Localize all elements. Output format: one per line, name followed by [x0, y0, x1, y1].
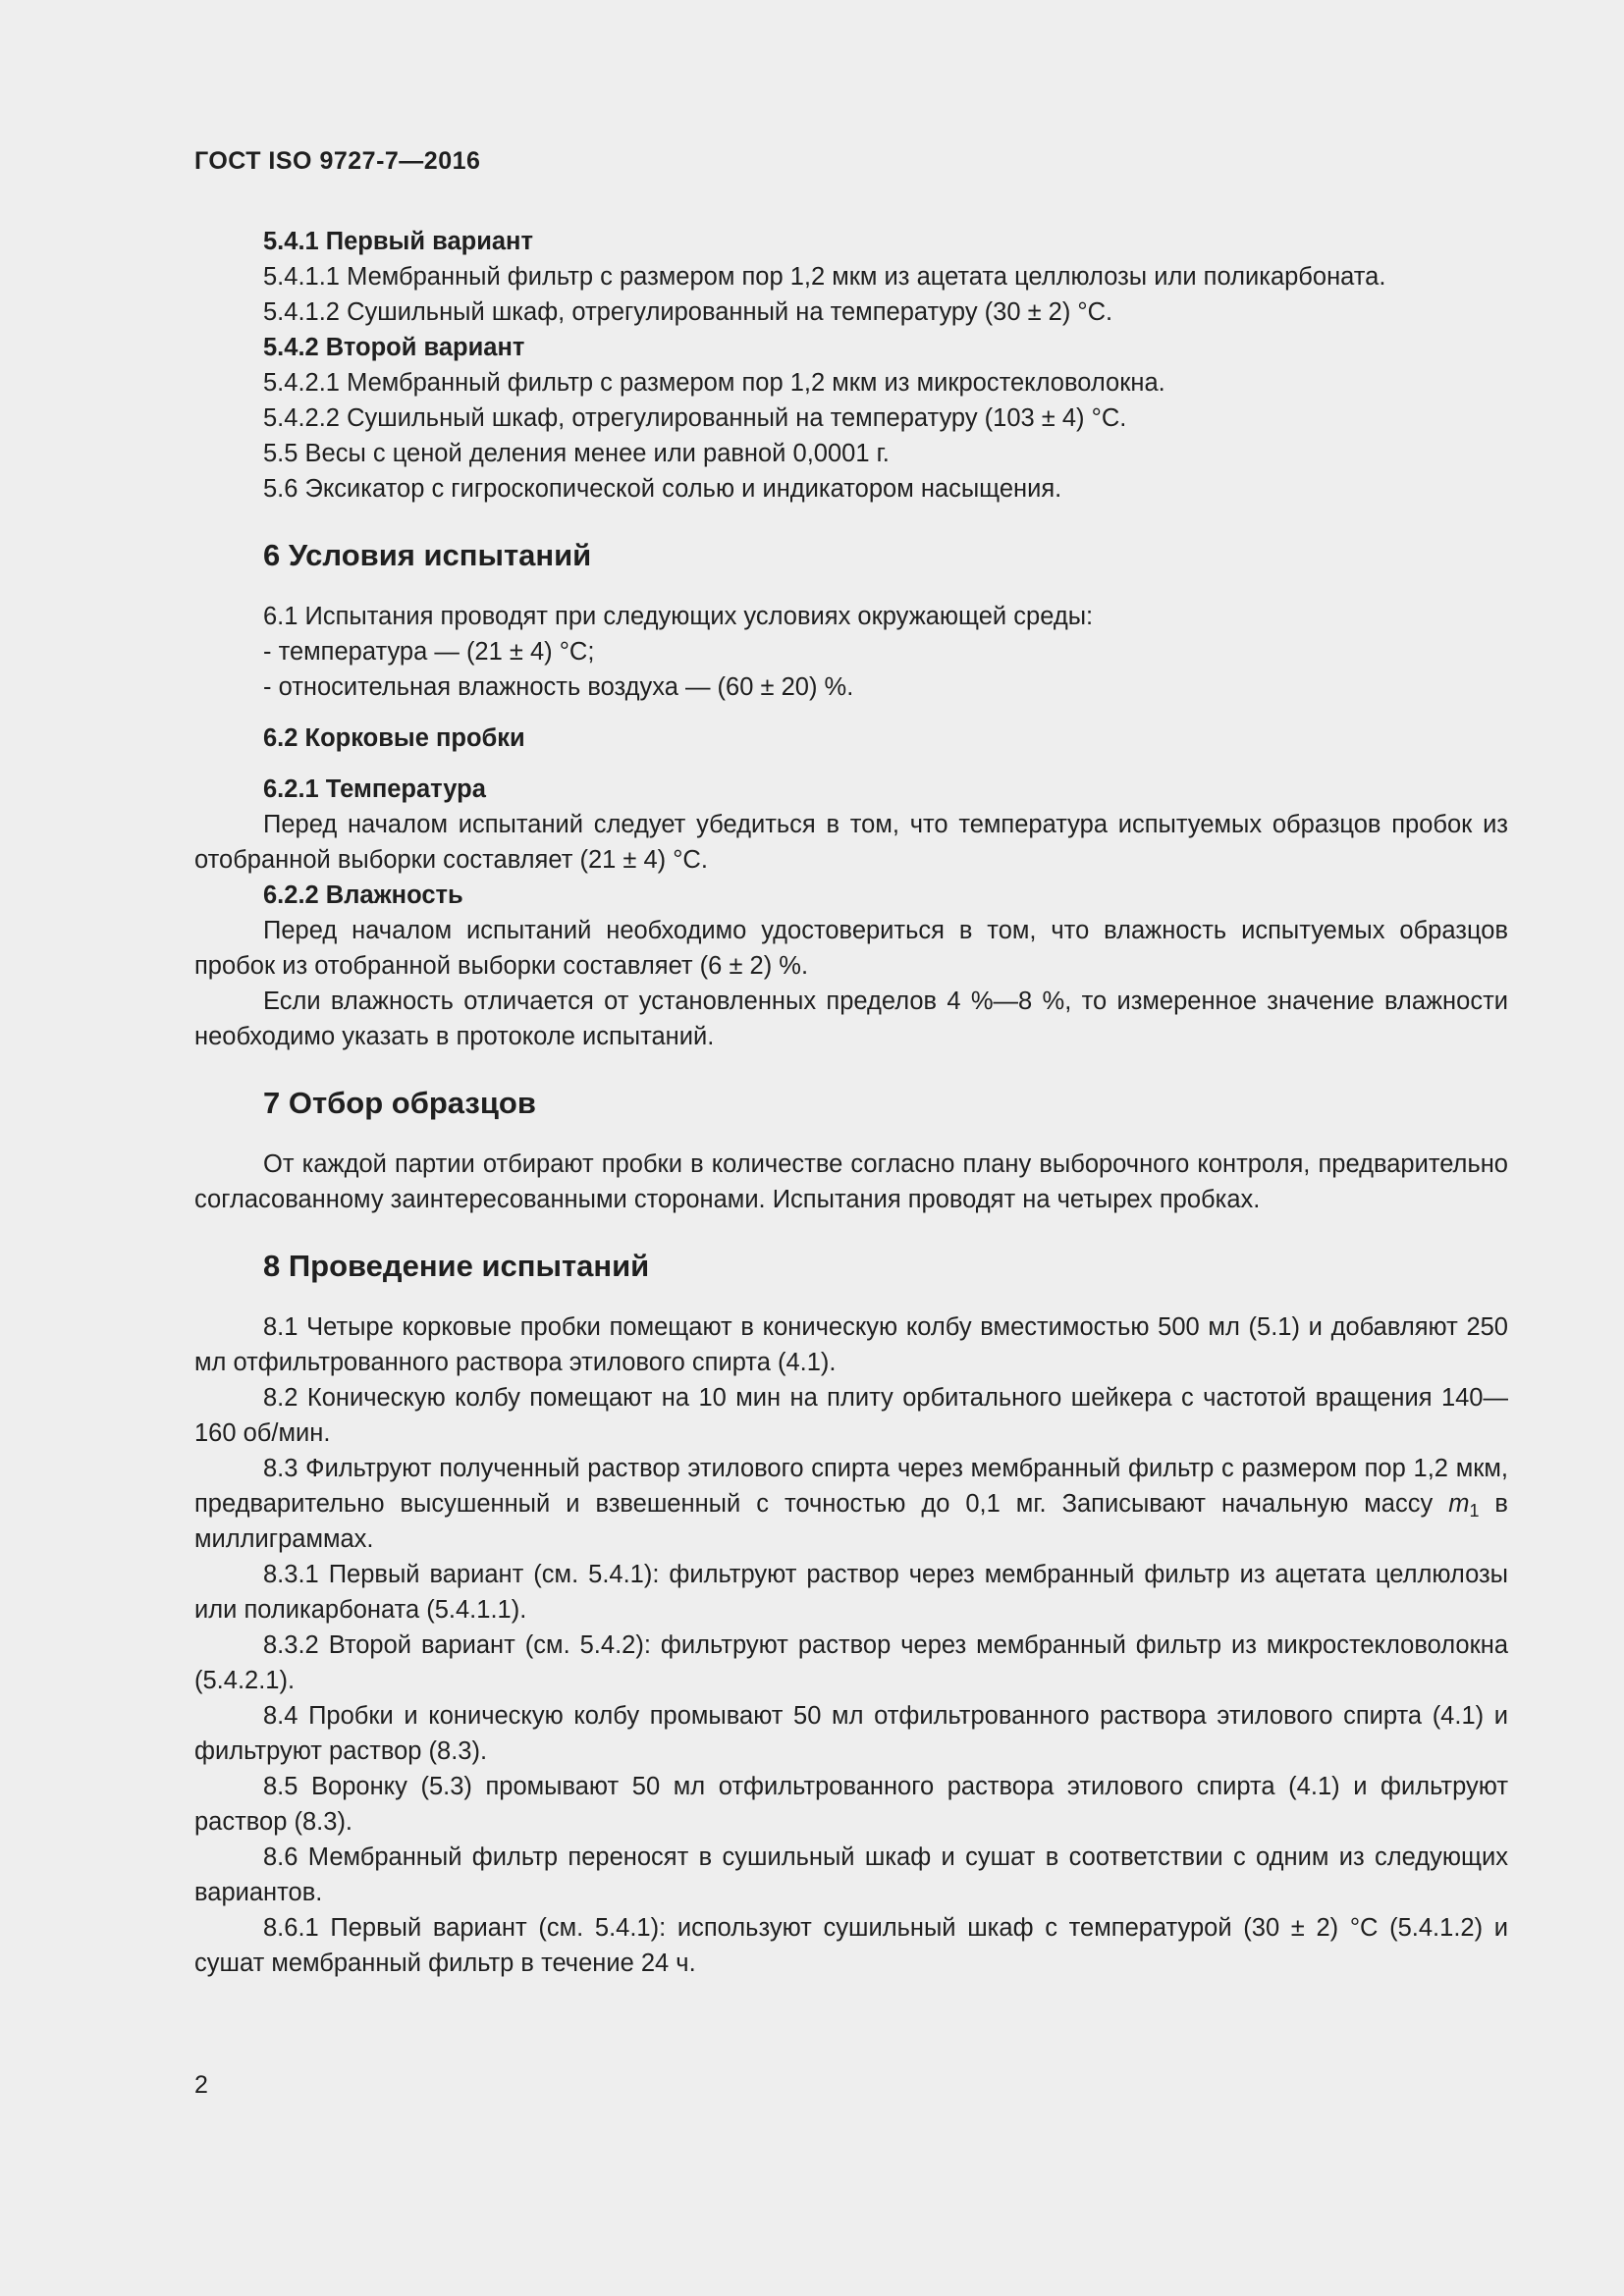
section-6-title: 6 Условия испытаний: [263, 538, 592, 572]
clause-6-2-2-text: Перед началом испытаний необходимо удостовериться в том, что влажность испытуемых образцов пробок из отобранной выборки составляет (6 ± 2) %.: [194, 917, 1508, 980]
clause-8-3-1: 8.3.1 Первый вариант (см. 5.4.1): фильтруют раствор через мембранный фильтр из ацетата целлюлозы или поликарбоната (5.4.1.1).: [194, 1561, 1508, 1624]
clause-8-3-text-end: в миллиграммах.: [194, 1490, 1508, 1553]
clause-5-4-1-1: 5.4.1.1 Мембранный фильтр с размером пор 1,2 мкм из ацетата целлюлозы или поликарбоната.: [263, 263, 1386, 291]
clause-8-2: 8.2 Коническую колбу помещают на 10 мин на плиту орбитального шейкера с частотой вращения 140—160 об/мин.: [194, 1384, 1508, 1447]
clause-6-2-2-heading: 6.2.2 Влажность: [263, 881, 463, 909]
clause-5-6: 5.6 Эксикатор с гигроскопической солью и индикатором насыщения.: [263, 475, 1062, 503]
clause-5-4-1-heading: 5.4.1 Первый вариант: [263, 228, 533, 255]
page-number: 2: [194, 2071, 208, 2099]
clause-8-5: 8.5 Воронку (5.3) промывают 50 мл отфильтрованного раствора этилового спирта (4.1) и фильтруют раствор (8.3).: [194, 1773, 1508, 1836]
clause-8-3: [194, 1451, 1508, 1557]
clause-5-5: 5.5 Весы с ценой деления менее или равной 0,0001 г.: [263, 440, 890, 467]
mass-subscript: 1: [1469, 1501, 1480, 1521]
clause-8-3-text: 8.3 Фильтруют полученный раствор этилового спирта через мембранный фильтр с размером пор 1,2 мкм, предварительно высушенный и взвешенный с точностью до 0,1 мг. Записывают начальную массу: [194, 1455, 1508, 1518]
clause-7-text: От каждой партии отбирают пробки в количестве согласно плану выборочного контроля, предварительно согласованному заинтересованными сторонами. Испытания проводят на четырех пробках.: [194, 1150, 1508, 1213]
clause-8-3-2: 8.3.2 Второй вариант (см. 5.4.2): фильтруют раствор через мембранный фильтр из микростекловолокна (5.4.2.1).: [194, 1631, 1508, 1694]
clause-8-1: 8.1 Четыре корковые пробки помещают в коническую колбу вместимостью 500 мл (5.1) и добавляют 250 мл отфильтрованного раствора этилового спирта (4.1).: [194, 1313, 1508, 1376]
clause-8-6-1: 8.6.1 Первый вариант (см. 5.4.1): используют сушильный шкаф с температурой (30 ± 2) °С (5.4.1.2) и сушат мембранный фильтр в течение 24 ч.: [194, 1914, 1508, 1977]
section-7-title: 7 Отбор образцов: [263, 1086, 536, 1120]
clause-5-4-2-2: 5.4.2.2 Сушильный шкаф, отрегулированный на температуру (103 ± 4) °С.: [263, 404, 1127, 432]
clause-5-4-1-2: 5.4.1.2 Сушильный шкаф, отрегулированный на температуру (30 ± 2) °С.: [263, 298, 1113, 326]
clause-6-1-humidity: - относительная влажность воздуха — (60 ± 20) %.: [263, 673, 854, 701]
clause-6-2-heading: 6.2 Корковые пробки: [263, 724, 525, 752]
clause-8-4: 8.4 Пробки и коническую колбу промывают 50 мл отфильтрованного раствора этилового спирта (4.1) и фильтруют раствор (8.3).: [194, 1702, 1508, 1765]
document-header: ГОСТ ISO 9727-7—2016: [194, 147, 481, 175]
clause-6-1-temperature: - температура — (21 ± 4) °С;: [263, 638, 595, 666]
clause-5-4-2-heading: 5.4.2 Второй вариант: [263, 334, 525, 361]
section-8-title: 8 Проведение испытаний: [263, 1249, 650, 1283]
clause-8-6: 8.6 Мембранный фильтр переносят в сушильный шкаф и сушат в соответствии с одним из следующих вариантов.: [194, 1843, 1508, 1906]
clause-6-2-2-note: Если влажность отличается от установленных пределов 4 %—8 %, то измеренное значение влажности необходимо указать в протоколе испытаний.: [194, 988, 1508, 1050]
clause-6-2-1-text: Перед началом испытаний следует убедиться в том, что температура испытуемых образцов пробок из отобранной выборки составляет (21 ± 4) °С.: [194, 811, 1508, 874]
clause-6-2-1-heading: 6.2.1 Температура: [263, 775, 486, 803]
document-body: [194, 224, 1508, 1981]
clause-5-4-2-1: 5.4.2.1 Мембранный фильтр с размером пор 1,2 мкм из микростекловолокна.: [263, 369, 1165, 397]
mass-variable: m: [1448, 1490, 1470, 1518]
clause-6-1: 6.1 Испытания проводят при следующих условиях окружающей среды:: [263, 603, 1094, 630]
